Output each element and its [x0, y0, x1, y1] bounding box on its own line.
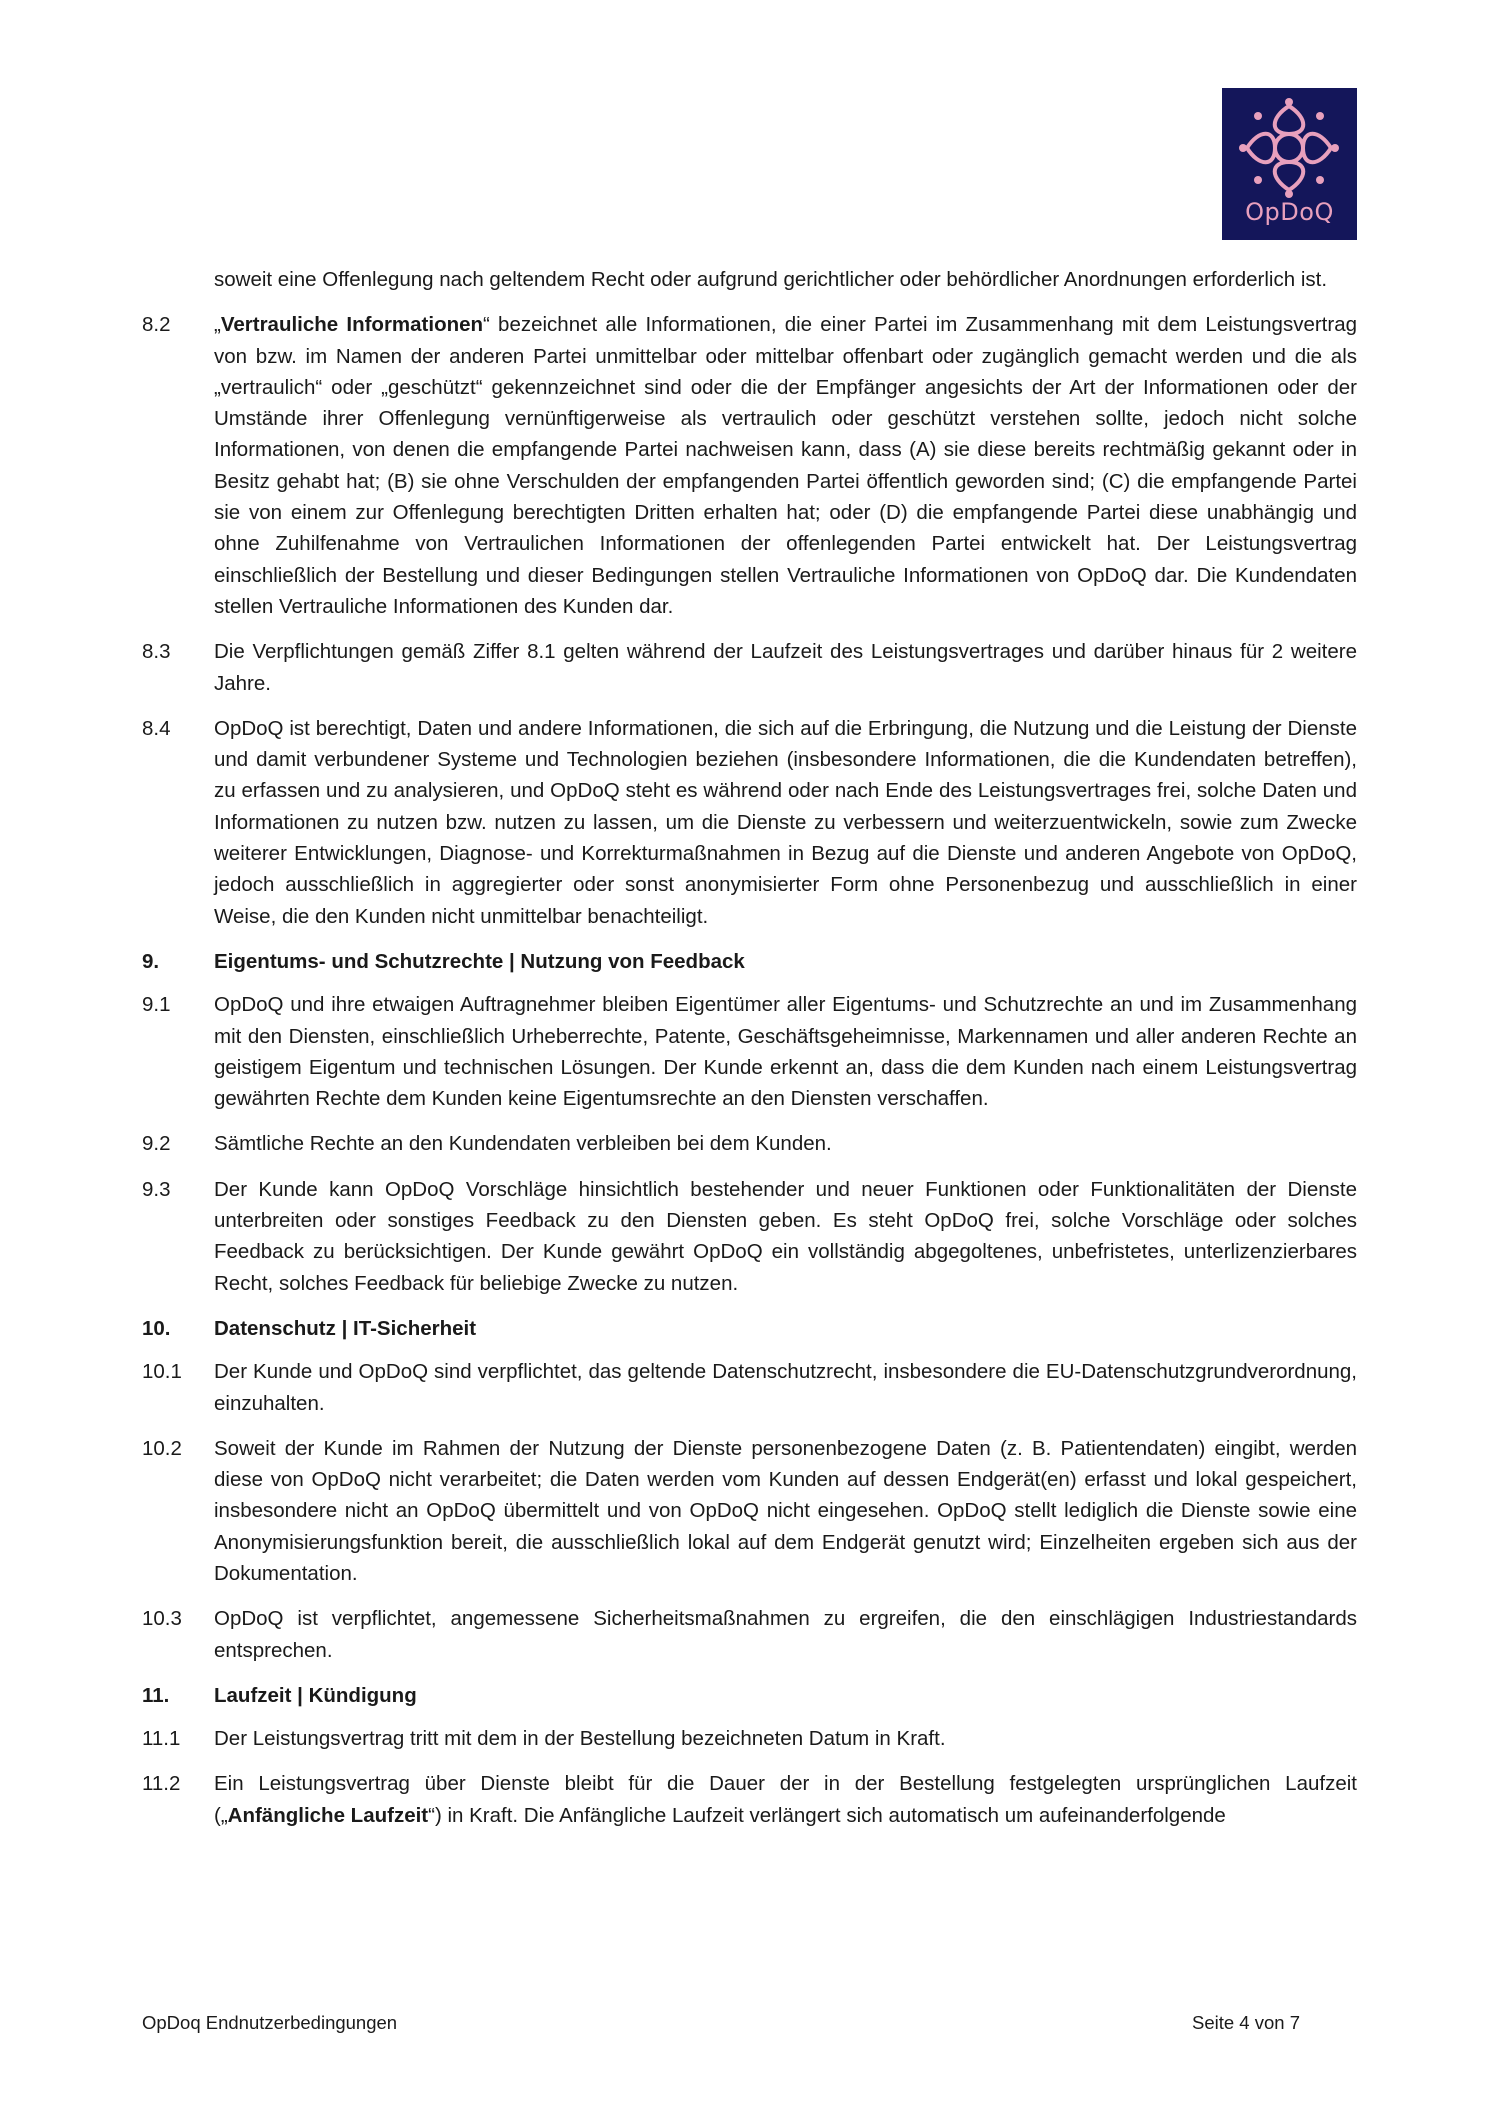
- section-heading-10: [142, 1313, 1357, 1344]
- clause-9-2: [142, 1128, 1357, 1159]
- intro-text: soweit eine Offenlegung nach geltendem Recht oder aufgrund gerichtlicher oder behördlicher Anordnungen erforderlich ist.: [214, 268, 1328, 291]
- section-number: 9.: [142, 949, 160, 973]
- logo-text: OpDoQ: [1245, 198, 1334, 226]
- clause-text: Der Kunde und OpDoQ sind verpflichtet, das geltende Datenschutzrecht, insbesondere die EU-Datenschutzgrundverordnung, einzuhalten.: [214, 1360, 1357, 1415]
- clause-9-3: [142, 1174, 1357, 1299]
- clause-text: Die Verpflichtungen gemäß Ziffer 8.1 gelten während der Laufzeit des Leistungsvertrages und darüber hinaus für 2 weitere Jahre.: [214, 640, 1357, 695]
- clause-text: [214, 1768, 1357, 1831]
- section-heading-9: [142, 946, 1357, 977]
- clause-number: 10.1: [142, 1360, 182, 1384]
- clause-11-2: [142, 1768, 1357, 1831]
- clause-number: 8.4: [142, 716, 171, 740]
- section-title: Laufzeit | Kündigung: [214, 1683, 417, 1707]
- section-number: 11.: [142, 1683, 170, 1707]
- clause-text-rest: “ bezeichnet alle Informationen, die einer Partei im Zusammenhang mit dem Leistungsvertrag von bzw. im Namen der anderen Partei unmittelbar oder mittelbar offenbart oder zugänglich gemacht werden und die als „vertraulich“ oder „geschützt“ gekennzeichnet sind oder die der Empfänger angesichts der Art der Informationen oder der Umstände ihrer Offenlegung vernünftigerweise als vertraulich oder geschützt verstehen sollte, jedoch nicht solche Informationen, von denen die empfangende Partei nachweisen kann, dass (A) sie diese bereits rechtmäßig gekannt oder in Besitz gehabt hat; (B) sie ohne Verschulden der empfangenden Partei öffentlich geworden sind; (C) die empfangende Partei sie von einem zur Offenlegung berechtigten Dritten erhalten hat; oder (D) die empfangende Partei diese unabhängig und ohne Zuhilfenahme von Vertraulichen Informationen der offenlegenden Partei entwickelt hat. Der Leistungsvertrag einschließlich der Bestellung und dieser Bedingungen stellen Vertrauliche Informationen von OpDoQ dar. Die Kundendaten stellen Vertrauliche Informationen des Kunden dar.: [214, 313, 1357, 618]
- section-title: Datenschutz | IT-Sicherheit: [214, 1316, 477, 1340]
- document-body: [142, 264, 1357, 1845]
- clause-text: Der Kunde kann OpDoQ Vorschläge hinsichtlich bestehender und neuer Funktionen oder Funktionalitäten der Dienste unterbreiten oder sonstiges Feedback zu den Diensten geben. Es steht OpDoQ frei, solche Vorschläge oder solches Feedback zu berücksichtigen. Der Kunde gewährt OpDoQ ein vollständig abgegoltenes, unbefristetes, unterlizenzierbares Recht, solches Feedback für beliebige Zwecke zu nutzen.: [214, 1177, 1357, 1295]
- clause-number: 8.2: [142, 313, 171, 337]
- clause-number: 10.2: [142, 1436, 182, 1460]
- defined-term: Anfängliche Laufzeit: [227, 1803, 429, 1827]
- clause-10-3: [142, 1603, 1357, 1666]
- clause-text: Sämtliche Rechte an den Kundendaten verbleiben bei dem Kunden.: [214, 1132, 832, 1156]
- clause-number: 8.3: [142, 640, 171, 664]
- clause-number: 11.2: [142, 1772, 181, 1796]
- clause-text: OpDoQ ist verpflichtet, angemessene Sicherheitsmaßnahmen zu ergreifen, die den einschlägigen Industriestandards entsprechen.: [214, 1607, 1357, 1662]
- clause-number: 9.2: [142, 1132, 171, 1156]
- section-title: Eigentums- und Schutzrechte | Nutzung von Feedback: [214, 949, 745, 973]
- clause-number: 10.3: [142, 1607, 182, 1631]
- clause-10-1: [142, 1356, 1357, 1419]
- section-number: 10.: [142, 1316, 171, 1340]
- clause-8-3: [142, 636, 1357, 699]
- opdoq-logo: [1222, 88, 1357, 240]
- defined-term: Vertrauliche Informationen: [220, 313, 484, 337]
- clause-10-2: [142, 1433, 1357, 1589]
- clause-number: 11.1: [142, 1727, 181, 1751]
- logo-emblem-icon: [1238, 98, 1341, 198]
- clause-8-2: [142, 309, 1357, 622]
- clause-text-pre: Ein Leistungsvertrag über Dienste bleibt für die Dauer der in der Bestellung festgelegten ursprünglichen Laufzeit („: [214, 1772, 1357, 1827]
- clause-text: Soweit der Kunde im Rahmen der Nutzung der Dienste personenbezogene Daten (z. B. Patientendaten) eingibt, werden diese von OpDoQ nicht verarbeitet; die Daten werden vom Kunden auf dessen Endgerät(en) erfasst und lokal gespeichert, insbesondere nicht an OpDoQ übermittelt und von OpDoQ nicht eingesehen. OpDoQ stellt lediglich die Dienste sowie eine Anonymisierungsfunktion bereit, die ausschließlich lokal auf dem Endgerät genutzt wird; Einzelheiten ergeben sich aus der Dokumentation.: [214, 1436, 1357, 1585]
- clause-text-pre: „: [214, 313, 221, 337]
- clause-text: OpDoQ ist berechtigt, Daten und andere Informationen, die sich auf die Erbringung, die Nutzung und die Leistung der Dienste und damit verbundener Systeme und Technologien beziehen (insbesondere Informationen, die die Kundendaten betreffen), zu erfassen und zu analysieren, und OpDoQ steht es während oder nach Ende des Leistungsvertrages frei, solche Daten und Informationen zu nutzen bzw. nutzen zu lassen, um die Dienste zu verbessern und weiterzuentwickeln, sowie zum Zwecke weiterer Entwicklungen, Diagnose- und Korrekturmaßnahmen in Bezug auf die Dienste und anderen Angebote von OpDoQ, jedoch ausschließlich in aggregierter oder sonst anonymisierter Form ohne Personenbezug und ausschließlich in einer Weise, die den Kunden nicht unmittelbar benachteiligt.: [214, 716, 1357, 928]
- clause-text: Der Leistungsvertrag tritt mit dem in der Bestellung bezeichneten Datum in Kraft.: [214, 1727, 946, 1751]
- footer-document-title: OpDoq Endnutzerbedingungen: [142, 2012, 398, 2033]
- footer-page-number: Seite 4 von 7: [1192, 2012, 1300, 2033]
- section-heading-11: [142, 1680, 1357, 1711]
- clause-text-rest: “) in Kraft. Die Anfängliche Laufzeit verlängert sich automatisch um aufeinanderfolgende: [428, 1803, 1226, 1827]
- clause-11-1: [142, 1723, 1357, 1754]
- clause-text: [214, 309, 1357, 622]
- clause-9-1: [142, 989, 1357, 1114]
- clause-number: 9.3: [142, 1177, 171, 1201]
- intro-paragraph: [142, 264, 1357, 295]
- clause-text: OpDoQ und ihre etwaigen Auftragnehmer bleiben Eigentümer aller Eigentums- und Schutzrechte an und im Zusammenhang mit den Diensten, einschließlich Urheberrechte, Patente, Geschäftsgeheimnisse, Markennamen und aller anderen Rechte an geistigem Eigentum und technischen Lösungen. Der Kunde erkennt an, dass die dem Kunden nach einem Leistungsvertrag gewährten Rechte dem Kunden keine Eigentumsrechte an den Diensten verschaffen.: [214, 993, 1357, 1111]
- clause-8-4: [142, 713, 1357, 932]
- clause-number: 9.1: [142, 993, 171, 1017]
